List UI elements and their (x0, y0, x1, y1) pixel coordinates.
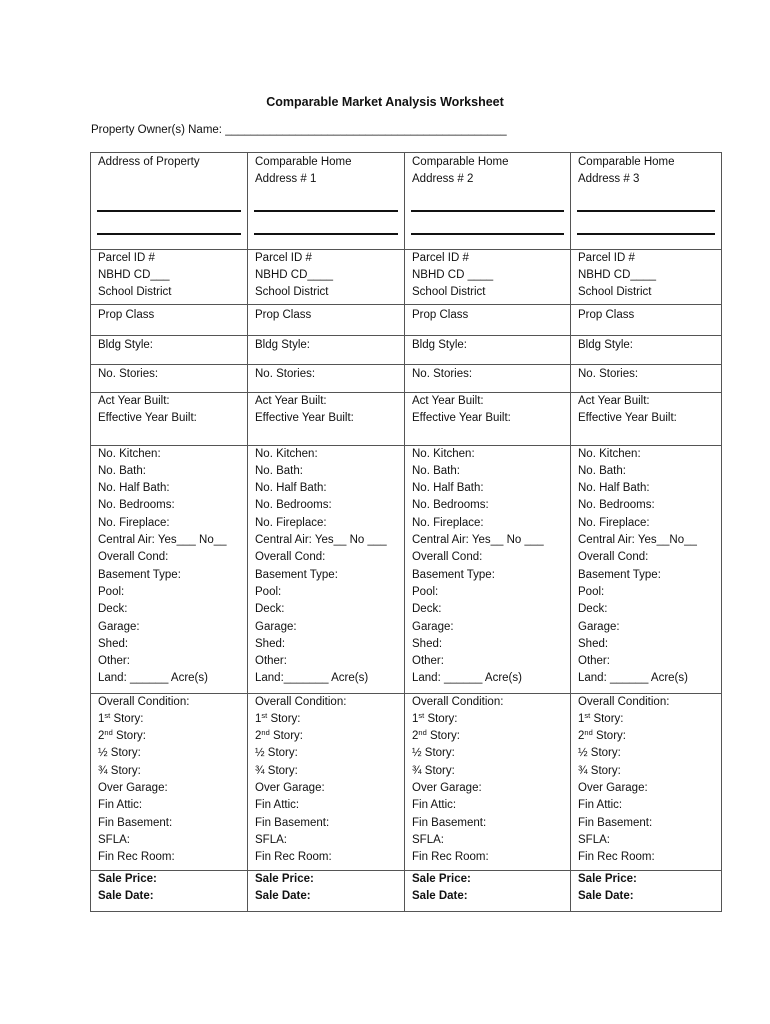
no-fireplace-label: No. Fireplace: (255, 516, 327, 529)
story-label-text: Story: (112, 730, 146, 743)
nbhd-cd-label: NBHD CD____ (578, 268, 656, 281)
deck-label: Deck: (255, 603, 285, 616)
over-garage-label: Over Garage: (412, 782, 482, 795)
address-blank-line[interactable] (97, 233, 241, 235)
effective-year-built-label: Effective Year Built: (412, 411, 511, 424)
land-acre-s-label: Land:_______ Acre(s) (255, 672, 369, 685)
story-number: 2 (412, 730, 419, 743)
nbhd-cd-label: NBHD CD ____ (412, 268, 494, 281)
year-built-cell[interactable] (248, 392, 405, 445)
ordinal-suffix: st (418, 710, 425, 720)
no-bath-label: No. Bath: (98, 464, 146, 477)
fin-attic-label: Fin Attic: (578, 799, 623, 812)
garage-label: Garage: (412, 620, 454, 633)
story-number: 2 (98, 730, 105, 743)
no-kitchen-label: No. Kitchen: (578, 447, 641, 460)
school-district-label: School District (412, 286, 486, 299)
half-story-label: ½ Story: (578, 747, 621, 760)
parcel-cell[interactable] (91, 249, 248, 304)
bldg-style-cell[interactable]: Bldg Style: (248, 335, 405, 364)
story-number: 1 (255, 712, 262, 725)
sale-price-label: Sale Price: (578, 872, 637, 885)
sfla-label: SFLA: (578, 833, 610, 846)
stories-cell[interactable]: No. Stories: (248, 364, 405, 392)
central-air-yes-no-label: Central Air: Yes__No__ (578, 534, 697, 547)
land-acre-s-label: Land: ______ Acre(s) (578, 672, 688, 685)
parcel-id-label: Parcel ID # (578, 251, 635, 264)
prop-class-cell[interactable]: Prop Class (91, 304, 248, 335)
over-garage-label: Over Garage: (255, 782, 325, 795)
property-owner-field[interactable]: Property Owner(s) Name: ____________________________________________ (91, 124, 507, 136)
column-subheading: Address # 3 (578, 173, 640, 186)
story-label-text: Story: (424, 712, 458, 725)
column-subheading (98, 171, 240, 188)
no-half-bath-label: No. Half Bath: (412, 482, 484, 495)
fin-rec-room-label: Fin Rec Room: (98, 851, 175, 864)
three-quarter-story-label: ¾ Story: (255, 764, 298, 777)
address-blank-line[interactable] (411, 210, 564, 212)
worksheet-title: Comparable Market Analysis Worksheet (266, 95, 504, 109)
parcel-row (91, 249, 722, 304)
worksheet-table (90, 152, 722, 912)
no-kitchen-label: No. Kitchen: (255, 447, 318, 460)
address-blank-line[interactable] (254, 210, 398, 212)
stories-row (91, 364, 722, 392)
shed-label: Shed: (255, 637, 286, 650)
over-garage-label: Over Garage: (98, 782, 168, 795)
ordinal-suffix: st (261, 710, 268, 720)
pool-label: Pool: (98, 585, 125, 598)
act-year-built-label: Act Year Built: (412, 394, 484, 407)
parcel-cell[interactable] (405, 249, 571, 304)
fin-attic-label: Fin Attic: (255, 799, 300, 812)
no-kitchen-label: No. Kitchen: (98, 447, 161, 460)
ordinal-suffix: nd (261, 728, 270, 738)
sale-cell[interactable] (248, 870, 405, 911)
story-number: 2 (255, 730, 262, 743)
effective-year-built-label: Effective Year Built: (578, 411, 677, 424)
condition-row (91, 693, 722, 870)
sale-row (91, 870, 722, 911)
central-air-yes-no-label: Central Air: Yes__ No ___ (255, 534, 387, 547)
condition-cell[interactable] (405, 693, 571, 870)
three-quarter-story-label: ¾ Story: (98, 764, 141, 777)
fin-rec-room-label: Fin Rec Room: (255, 851, 332, 864)
condition-cell[interactable] (571, 693, 722, 870)
ordinal-suffix: nd (584, 728, 593, 738)
bldg-style-cell[interactable]: Bldg Style: (405, 335, 571, 364)
parcel-id-label: Parcel ID # (98, 251, 155, 264)
ordinal-suffix: nd (418, 728, 427, 738)
no-bath-label: No. Bath: (412, 464, 460, 477)
story-label-text: Story: (269, 730, 303, 743)
parcel-cell[interactable] (571, 249, 722, 304)
sale-date-label: Sale Date: (255, 889, 311, 902)
other-label: Other: (578, 655, 610, 668)
story-label-text: Story: (426, 730, 460, 743)
over-garage-label: Over Garage: (578, 782, 648, 795)
no-bedrooms-label: No. Bedrooms: (98, 499, 175, 512)
land-acre-s-label: Land: ______ Acre(s) (412, 672, 522, 685)
sfla-label: SFLA: (255, 833, 287, 846)
parcel-cell[interactable] (248, 249, 405, 304)
overall-condition-label: Overall Condition: (98, 695, 190, 708)
story-number: 1 (98, 712, 105, 725)
overall-condition-label: Overall Condition: (578, 695, 670, 708)
story-label-text: Story: (267, 712, 301, 725)
no-half-bath-label: No. Half Bath: (255, 482, 327, 495)
no-bedrooms-label: No. Bedrooms: (255, 499, 332, 512)
pool-label: Pool: (412, 585, 439, 598)
no-bedrooms-label: No. Bedrooms: (578, 499, 655, 512)
prop-class-cell[interactable]: Prop Class (248, 304, 405, 335)
bldg-style-row (91, 335, 722, 364)
other-label: Other: (255, 655, 287, 668)
fin-basement-label: Fin Basement: (412, 816, 487, 829)
first-story-label (412, 711, 563, 728)
overall-condition-label: Overall Condition: (412, 695, 504, 708)
address-cell[interactable] (248, 153, 405, 250)
central-air-yes-no-label: Central Air: Yes___ No__ (98, 534, 227, 547)
fin-basement-label: Fin Basement: (578, 816, 653, 829)
deck-label: Deck: (412, 603, 442, 616)
year-built-cell[interactable] (405, 392, 571, 445)
story-label-text: Story: (592, 730, 626, 743)
land-acre-s-label: Land: ______ Acre(s) (98, 672, 208, 685)
pool-label: Pool: (255, 585, 282, 598)
features-cell[interactable] (248, 445, 405, 693)
nbhd-cd-label: NBHD CD___ (98, 268, 170, 281)
sfla-label: SFLA: (98, 833, 130, 846)
sale-date-label: Sale Date: (412, 889, 468, 902)
second-story-label (578, 728, 714, 745)
fin-attic-label: Fin Attic: (412, 799, 457, 812)
features-cell[interactable] (405, 445, 571, 693)
address-cell[interactable] (91, 153, 248, 250)
column-subheading: Address # 2 (412, 173, 474, 186)
prop-class-row (91, 304, 722, 335)
story-label-text: Story: (110, 712, 144, 725)
garage-label: Garage: (98, 620, 140, 633)
shed-label: Shed: (578, 637, 609, 650)
shed-label: Shed: (98, 637, 129, 650)
act-year-built-label: Act Year Built: (98, 394, 170, 407)
stories-cell[interactable]: No. Stories: (91, 364, 248, 392)
half-story-label: ½ Story: (255, 747, 298, 760)
sale-price-label: Sale Price: (255, 872, 314, 885)
sfla-label: SFLA: (412, 833, 444, 846)
no-kitchen-label: No. Kitchen: (412, 447, 475, 460)
features-cell[interactable] (571, 445, 722, 693)
first-story-label (578, 711, 714, 728)
fin-basement-label: Fin Basement: (98, 816, 173, 829)
deck-label: Deck: (98, 603, 128, 616)
ordinal-suffix: st (584, 710, 591, 720)
overall-cond-label: Overall Cond: (412, 551, 483, 564)
sale-cell[interactable] (91, 870, 248, 911)
act-year-built-label: Act Year Built: (255, 394, 327, 407)
story-number: 1 (412, 712, 419, 725)
parcel-id-label: Parcel ID # (412, 251, 469, 264)
condition-cell[interactable] (91, 693, 248, 870)
stories-cell[interactable]: No. Stories: (405, 364, 571, 392)
year-built-row (91, 392, 722, 445)
parcel-id-label: Parcel ID # (255, 251, 312, 264)
column-heading: Comparable Home (578, 156, 675, 168)
school-district-label: School District (98, 286, 172, 299)
three-quarter-story-label: ¾ Story: (412, 764, 455, 777)
pool-label: Pool: (578, 585, 605, 598)
sale-price-label: Sale Price: (98, 872, 157, 885)
prop-class-cell[interactable]: Prop Class (405, 304, 571, 335)
sale-cell[interactable] (571, 870, 722, 911)
address-blank-line[interactable] (254, 233, 398, 235)
first-story-label (98, 711, 240, 728)
basement-type-label: Basement Type: (412, 568, 495, 581)
other-label: Other: (98, 655, 130, 668)
year-built-cell[interactable] (571, 392, 722, 445)
ordinal-suffix: st (104, 710, 111, 720)
no-half-bath-label: No. Half Bath: (98, 482, 170, 495)
address-row (91, 153, 722, 250)
prop-class-cell[interactable]: Prop Class (571, 304, 722, 335)
fin-rec-room-label: Fin Rec Room: (412, 851, 489, 864)
no-bedrooms-label: No. Bedrooms: (412, 499, 489, 512)
overall-cond-label: Overall Cond: (255, 551, 326, 564)
no-bath-label: No. Bath: (255, 464, 303, 477)
basement-type-label: Basement Type: (98, 568, 181, 581)
effective-year-built-label: Effective Year Built: (98, 411, 197, 424)
first-story-label (255, 711, 397, 728)
address-blank-line[interactable] (411, 233, 564, 235)
features-row (91, 445, 722, 693)
column-heading: Comparable Home (412, 156, 509, 168)
no-fireplace-label: No. Fireplace: (98, 516, 170, 529)
second-story-label (412, 728, 563, 745)
garage-label: Garage: (578, 620, 620, 633)
story-number: 2 (578, 730, 585, 743)
sale-date-label: Sale Date: (98, 889, 154, 902)
stories-cell[interactable]: No. Stories: (571, 364, 722, 392)
sale-date-label: Sale Date: (578, 889, 634, 902)
nbhd-cd-label: NBHD CD____ (255, 268, 333, 281)
year-built-cell[interactable] (91, 392, 248, 445)
school-district-label: School District (255, 286, 329, 299)
address-blank-line[interactable] (577, 210, 715, 212)
no-fireplace-label: No. Fireplace: (412, 516, 484, 529)
column-subheading: Address # 1 (255, 173, 317, 186)
half-story-label: ½ Story: (98, 747, 141, 760)
ordinal-suffix: nd (104, 728, 113, 738)
school-district-label: School District (578, 286, 652, 299)
shed-label: Shed: (412, 637, 443, 650)
address-cell[interactable] (405, 153, 571, 250)
central-air-yes-no-label: Central Air: Yes__ No ___ (412, 534, 544, 547)
sale-price-label: Sale Price: (412, 872, 471, 885)
other-label: Other: (412, 655, 444, 668)
garage-label: Garage: (255, 620, 297, 633)
three-quarter-story-label: ¾ Story: (578, 764, 621, 777)
basement-type-label: Basement Type: (578, 568, 661, 581)
features-cell[interactable] (91, 445, 248, 693)
bldg-style-cell[interactable]: Bldg Style: (91, 335, 248, 364)
address-blank-line[interactable] (577, 233, 715, 235)
overall-cond-label: Overall Cond: (98, 551, 169, 564)
fin-basement-label: Fin Basement: (255, 816, 330, 829)
address-blank-line[interactable] (97, 210, 241, 212)
fin-attic-label: Fin Attic: (98, 799, 143, 812)
column-heading: Comparable Home (255, 156, 352, 168)
fin-rec-room-label: Fin Rec Room: (578, 851, 655, 864)
condition-cell[interactable] (248, 693, 405, 870)
act-year-built-label: Act Year Built: (578, 394, 650, 407)
half-story-label: ½ Story: (412, 747, 455, 760)
second-story-label (255, 728, 397, 745)
no-bath-label: No. Bath: (578, 464, 626, 477)
bldg-style-cell[interactable]: Bldg Style: (571, 335, 722, 364)
deck-label: Deck: (578, 603, 608, 616)
column-heading: Address of Property (98, 156, 200, 168)
overall-condition-label: Overall Condition: (255, 695, 347, 708)
address-cell[interactable] (571, 153, 722, 250)
story-number: 1 (578, 712, 585, 725)
no-half-bath-label: No. Half Bath: (578, 482, 650, 495)
second-story-label (98, 728, 240, 745)
no-fireplace-label: No. Fireplace: (578, 516, 650, 529)
overall-cond-label: Overall Cond: (578, 551, 649, 564)
story-label-text: Story: (590, 712, 624, 725)
basement-type-label: Basement Type: (255, 568, 338, 581)
effective-year-built-label: Effective Year Built: (255, 411, 354, 424)
sale-cell[interactable] (405, 870, 571, 911)
